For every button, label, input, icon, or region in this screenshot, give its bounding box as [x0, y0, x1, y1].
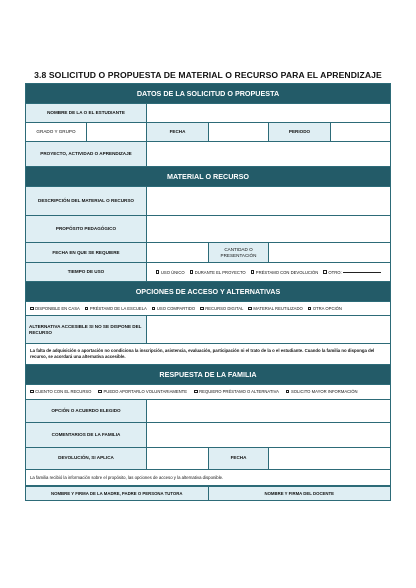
field-cantidad[interactable]: [269, 243, 390, 262]
section-header-opciones: OPCIONES DE ACCESO Y ALTERNATIVAS: [26, 282, 390, 302]
checkbox-icon[interactable]: [308, 307, 312, 311]
label-tiempo-uso: TIEMPO DE USO: [26, 263, 147, 281]
checkbox-icon[interactable]: [30, 390, 34, 394]
acceso-options: [26, 302, 390, 315]
field-fecha-devolucion[interactable]: [269, 448, 390, 469]
option-prestamo-escuela[interactable]: PRÉSTAMO DE LA ESCUELA: [85, 306, 147, 311]
label-proyecto: PROYECTO, ACTIVIDAD O APRENDIZAJE: [26, 142, 147, 166]
row-opcion-elegido: [26, 400, 390, 423]
label-fecha-requiere: FECHA EN QUE SE REQUIERE: [26, 243, 147, 262]
field-opcion-elegido[interactable]: [147, 400, 390, 422]
field-proposito[interactable]: [147, 216, 390, 242]
row-firmas: [26, 486, 390, 500]
row-descripcion: [26, 187, 390, 216]
row-proposito: [26, 216, 390, 243]
field-alternativa[interactable]: [147, 316, 390, 343]
label-fecha-devolucion: FECHA: [209, 448, 269, 469]
option-recurso-digital[interactable]: RECURSO DIGITAL: [200, 306, 243, 311]
option-material-reutilizado[interactable]: MATERIAL REUTILIZADO: [248, 306, 302, 311]
section-header-datos: DATOS DE LA SOLICITUD O PROPUESTA: [26, 84, 390, 104]
option-otra-opcion[interactable]: OTRA OPCIÓN: [308, 306, 342, 311]
row-alternativa: [26, 316, 390, 344]
label-comentarios: COMENTARIOS DE LA FAMILIA: [26, 423, 147, 447]
row-tiempo-uso: [26, 263, 390, 282]
row-grado: [26, 123, 390, 142]
note-familia: La familia recibió la información sobre el propósito, las opciones de acceso y la alternativa disponible.: [26, 470, 227, 485]
note-acceso: La falta de adquisición o aportación no condiciona la inscripción, asistencia, evaluación, participación ni el trato de la o el estudiante. Cuando la familia no disponga del recurso, se acordará una alternativa accesible.: [26, 344, 390, 364]
signature-madre[interactable]: NOMBRE Y FIRMA DE LA MADRE, PADRE O PERSONA TUTORA: [26, 487, 209, 500]
row-nombre: [26, 104, 390, 123]
field-grado-grupo[interactable]: [87, 123, 147, 141]
page-title: 3.8 SOLICITUD O PROPUESTA DE MATERIAL O RECURSO PARA EL APRENDIZAJE: [34, 70, 382, 80]
checkbox-icon[interactable]: [286, 390, 290, 394]
checkbox-icon[interactable]: [248, 307, 252, 311]
checkbox-icon[interactable]: [85, 307, 89, 311]
row-proyecto: [26, 142, 390, 167]
field-devolucion[interactable]: [147, 448, 209, 469]
label-periodo: PERIODO: [269, 123, 331, 141]
option-uso-compartido[interactable]: USO COMPARTIDO: [152, 306, 195, 311]
section-header-material: MATERIAL O RECURSO: [26, 167, 390, 187]
option-durante-proyecto[interactable]: DURANTE EL PROYECTO: [190, 270, 246, 275]
label-nombre-estudiante: NOMBRE DE LA O EL ESTUDIANTE: [26, 104, 147, 122]
field-fecha-requiere[interactable]: [147, 243, 209, 262]
otro-line[interactable]: [343, 272, 381, 273]
checkbox-icon[interactable]: [251, 270, 255, 274]
option-cuento-recurso[interactable]: CUENTO CON EL RECURSO: [30, 389, 91, 394]
label-fecha: FECHA: [147, 123, 209, 141]
checkbox-icon[interactable]: [194, 390, 198, 394]
label-proposito: PROPÓSITO PEDAGÓGICO: [26, 216, 147, 242]
field-fecha[interactable]: [209, 123, 269, 141]
field-comentarios[interactable]: [147, 423, 390, 447]
label-cantidad: CANTIDAD O PRESENTACIÓN: [209, 243, 269, 262]
row-acceso-options: [26, 302, 390, 316]
option-otro[interactable]: OTRO:: [323, 270, 381, 275]
field-periodo[interactable]: [331, 123, 390, 141]
field-descripcion[interactable]: [147, 187, 390, 215]
label-opcion-elegido: OPCIÓN O ACUERDO ELEGIDO: [26, 400, 147, 422]
section-header-respuesta: RESPUESTA DE LA FAMILIA: [26, 365, 390, 385]
checkbox-icon[interactable]: [156, 270, 160, 274]
option-puedo-aportarlo[interactable]: PUEDO APORTARLO VOLUNTARIAMENTE: [98, 389, 187, 394]
checkbox-icon[interactable]: [190, 270, 194, 274]
checkbox-icon[interactable]: [98, 390, 102, 394]
row-devolucion: [26, 448, 390, 470]
row-note-acceso: [26, 344, 390, 365]
field-proyecto[interactable]: [147, 142, 390, 166]
request-form: [25, 83, 391, 501]
label-devolucion: DEVOLUCIÓN, SI APLICA: [26, 448, 147, 469]
option-uso-unico[interactable]: USO ÚNICO: [156, 270, 185, 275]
label-grado-grupo: GRADO Y GRUPO: [26, 123, 87, 141]
checkbox-icon[interactable]: [30, 307, 34, 311]
checkbox-icon[interactable]: [200, 307, 204, 311]
signature-docente[interactable]: NOMBRE Y FIRMA DEL DOCENTE: [209, 487, 391, 500]
label-descripcion: DESCRIPCIÓN DEL MATERIAL O RECURSO: [26, 187, 147, 215]
option-prestamo-devolucion[interactable]: PRÉSTAMO CON DEVOLUCIÓN: [251, 270, 319, 275]
checkbox-icon[interactable]: [323, 270, 327, 274]
tiempo-options: [147, 263, 390, 281]
row-fecha-requiere: [26, 243, 390, 263]
option-solicito-info[interactable]: SOLICITO MAYOR INFORMACIÓN: [286, 389, 358, 394]
row-respuesta-options: [26, 385, 390, 400]
respuesta-options: [26, 385, 390, 399]
row-comentarios: [26, 423, 390, 448]
option-disponible-casa[interactable]: DISPONIBLE EN CASA: [30, 306, 80, 311]
row-note-familia: [26, 470, 390, 486]
label-alternativa: ALTERNATIVA ACCESIBLE SI NO SE DISPONE DEL RECURSO: [26, 316, 147, 343]
option-requiero-prestamo[interactable]: REQUIERO PRÉSTAMO O ALTERNATIVA: [194, 389, 279, 394]
field-nombre-estudiante[interactable]: [147, 104, 390, 122]
checkbox-icon[interactable]: [152, 307, 156, 311]
